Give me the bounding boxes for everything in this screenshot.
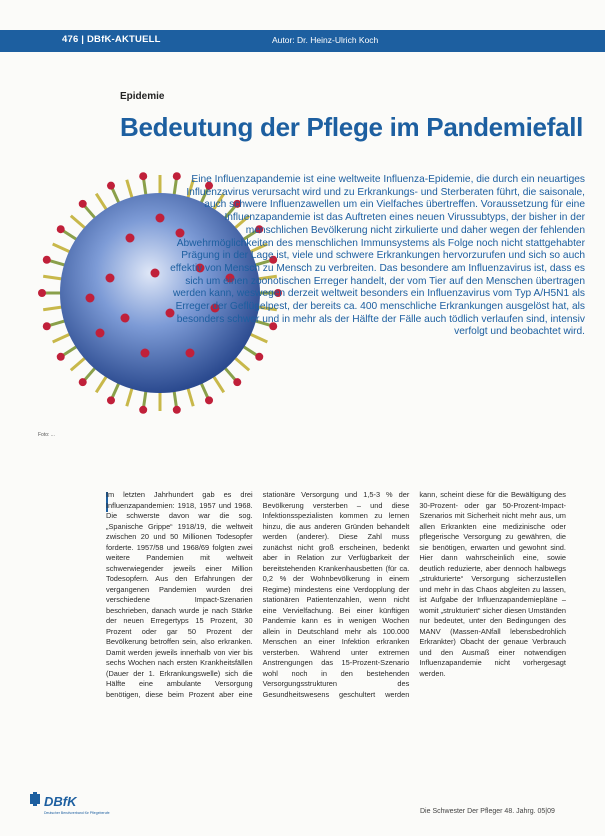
image-caption: Foto: ...: [38, 432, 55, 438]
header-bar: [0, 30, 605, 52]
virus-surface-protein: [86, 294, 95, 303]
virus-surface-protein: [186, 349, 195, 358]
footer-citation: Die Schwester Der Pfleger 48. Jahrg. 05|09: [420, 808, 555, 815]
virus-surface-protein: [156, 214, 165, 223]
lead-paragraph: Eine Influenzapandemie ist eine weltweite Influenza-Epidemie, die durch ein neuartiges Influenzavirus verursacht wird und zu Erkrankungs- und Sterberaten führt, die saisonale, auch schwere Influenzawellen um ein Vielfaches übertreffen. Voraussetzung für eine Influenzapandemie ist das Auftreten eines neuen Virussubtyps, der bisher in der menschlichen Bevölkerung nicht zirkulierte und daher wegen der fehlenden Abwehrmöglichkeiten des menschlichen Immunsystems als Folge noch nicht stattgehabter Prägung in der Lage ist, viele und schwere Erkrankungen hervorzurufen und sich so auch effektiv von Mensch zu Mensch zu verbreiten. Das besondere am Influenzavirus ist, dass es sich um einen zoonotischen Erreger handelt, der vom Tier auf den Menschen übertragen werden kann, weswegen derzeit weltweit besonders ein Influenzavirus vom Typ A/H5N1 als Erreger der Geflügelpest, der bereits ca. 400 menschliche Erkrankungen ausgelöst hat, als besonders schwer und in mehr als der Hälfte der Fälle auch tödlich verlaufen sind, intensiv verfolgt und beobachtet wird.: [170, 174, 585, 338]
page-title: Bedeutung der Pflege im Pandemiefall: [120, 112, 584, 142]
virus-spike-head: [139, 406, 147, 414]
body-paragraph: Im letzten Jahrhundert gab es drei Influenzapandemien: 1918, 1957 und 1968. Die schwerste davon war die sog. „Spanische Grippe“ 1918/19, die weltweit zwischen 20 und 50 Millionen Todesopfer forderte. 1957/58 und 1968/69 folgten zwei weitere Pandemien mit weltweit schwerwiegender jeweils einer Million Todesopfern. Aus den Erfahrungen der vergangenen Pandemien wurden drei verschiedene Impact-Szenarien beschrieben, danach wurde je nach Stärke der neuen Erregertyps 15 Prozent, 30 Prozent oder gar 50 Prozent der Bevölkerung betroffen sein, also erkranken. Damit werden jeweils innerhalb von vier bis sechs Wochen nach ersten Krankheitsfällen (Dauer der 1. Erkrankungswelle) sich die Hälfte eine ambulante Versorgung benötigen, diese beim Prozent aber eine stationäre Versorgung und 1,5-3 % der Bevölkerung versterben – und diese Infektionsspezialisten kommen zu lernen hinzu, die aus anderen Gründen behandelt werden (anderer). Diese Zahl muss zunächst nicht groß erscheinen, bedenkt aber in Relation zur Verfügbarkeit der bereitstehenden Krankenhausbetten (für ca. 0,2 % der Wohnbevölkerung in einem Regime) mindestens eine Verdopplung der stationären Patientenzahlen, wenn nicht eine Vervielfachung. Bei einer künftigen Pandemie kann es in wenigen Wochen allein in Deutschland mehr als 100.000 Menschen an einer Infektion erkranken versterben. Während unter extremen Anstrengungen das 15-Prozent-Szenario wohl noch in den bestehenden Versorgungsstrukturen des Gesundheitswesens geschultert werden kann, scheint diese für die Bewältigung des 30-Prozent- oder gar 50-Prozent-Impact-Szenarios mit Sicherheit nicht mehr aus, um allen Erkrankten eine medizinische oder pflegerische Versorgung zu gewähren, die sie benötigen, erwarten und gewohnt sind. Hier dann wahrscheinlich eine, sowie deutlich reduzierte, aber dennoch halbwegs „strukturierte“ Versorgung sicherzustellen und mehr in das Chaos abgleiten zu lassen, ist Aufgabe der Influenzapandemiepläne – womit „strukturiert“ sicher diesen Umständen nur bedeutet, unter den Bedingungen des MANV (Massen-ANfall lebensbedrohlich Erkrankter) Obacht der genaue Verbrauch und den Ausmaß einer notwendigen Influenzapandemie nicht vorhergesagt werden.: [106, 490, 566, 699]
virus-spike-head: [43, 256, 51, 264]
virus-spike-head: [43, 322, 51, 330]
virus-spike-head: [139, 172, 147, 180]
kicker: Epidemie: [120, 91, 165, 102]
virus-spike-head: [233, 378, 241, 386]
virus-spike-head: [173, 406, 181, 414]
virus-spike-head: [79, 200, 87, 208]
dbfk-logo: [30, 792, 110, 822]
logo-subtitle: Deutscher Berufsverband für Pflegeberufe: [44, 811, 110, 815]
virus-spike-head: [107, 396, 115, 404]
virus-surface-protein: [141, 349, 150, 358]
virus-surface-protein: [126, 234, 135, 243]
virus-spike-head: [57, 225, 65, 233]
virus-spike-head: [79, 378, 87, 386]
virus-spike-head: [205, 396, 213, 404]
logo-text: DBfK: [44, 794, 77, 809]
virus-spike-head: [38, 289, 46, 297]
virus-surface-protein: [121, 314, 130, 323]
body-text: [106, 490, 566, 790]
virus-surface-protein: [96, 329, 105, 338]
virus-spike-head: [107, 182, 115, 190]
virus-spike-head: [57, 353, 65, 361]
section-label: 476 | DBfK-AKTUELL: [62, 34, 161, 45]
virus-spike-head: [255, 353, 263, 361]
virus-surface-protein: [106, 274, 115, 283]
virus-surface-protein: [151, 269, 160, 278]
author-label: Autor: Dr. Heinz-Ulrich Koch: [272, 35, 379, 45]
